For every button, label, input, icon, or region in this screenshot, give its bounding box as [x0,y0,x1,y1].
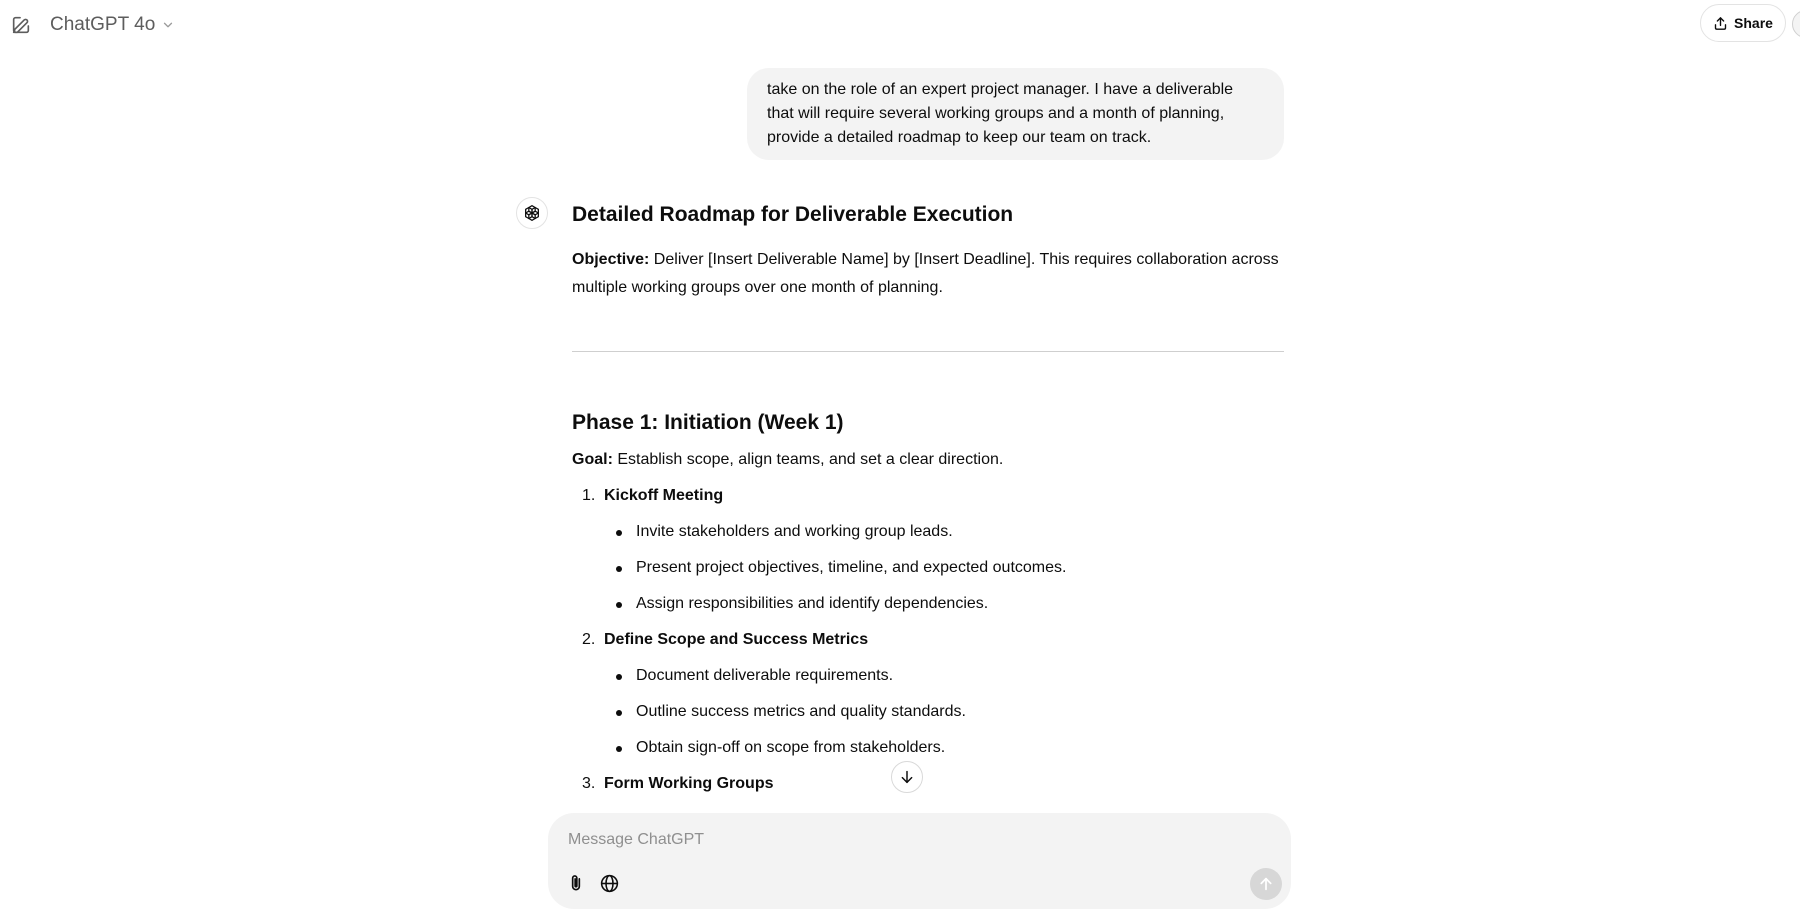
bullet-item: Assign responsibilities and identify dependencies. [604,590,1284,618]
share-button[interactable] [1700,4,1786,42]
bullet-list [604,518,1284,618]
user-message [747,68,1284,160]
objective-label: Objective: [572,251,650,268]
scroll-to-bottom-button[interactable] [891,761,923,793]
assistant-message [572,198,1284,834]
list-number: 3. [582,775,596,792]
phase-steps-list [572,482,1284,834]
user-message-text: take on the role of an expert project manager. I have a deliverable that will require several working groups and a month of planning, provide a detailed roadmap to keep our team on track. [767,81,1234,146]
bullet-item: Invite stakeholders and working group leads. [604,518,1284,546]
list-number: 1. [582,487,596,504]
chevron-down-icon [161,18,175,32]
response-title: Detailed Roadmap for Deliverable Execution [572,203,1014,226]
share-label: Share [1734,15,1773,31]
section-divider [572,351,1284,352]
assistant-avatar [516,197,548,229]
send-button[interactable] [1250,868,1282,900]
objective-text: Deliver [Insert Deliverable Name] by [Insert Deadline]. This requires collaboration across multiple working groups over one month of planning. [572,251,1279,296]
new-chat-button[interactable] [8,12,34,38]
arrow-down-icon [899,769,915,785]
share-icon [1713,16,1728,31]
step-title: Kickoff Meeting [604,487,724,504]
phase-heading: Phase 1: Initiation (Week 1) [572,411,844,434]
attach-button[interactable] [562,869,590,897]
list-item [572,626,1284,762]
web-search-button[interactable] [595,869,623,897]
bullet-item: Document deliverable requirements. [604,662,1284,690]
bullet-item: Obtain sign-off on scope from stakeholders. [604,734,1284,762]
goal-text: Establish scope, align teams, and set a clear direction. [612,451,1004,468]
bullet-item: Present project objectives, timeline, and expected outcomes. [604,554,1284,582]
paperclip-icon [566,873,586,893]
objective-paragraph [572,246,1284,302]
list-item [572,482,1284,618]
arrow-up-icon [1258,876,1274,892]
step-title: Define Scope and Success Metrics [604,631,869,648]
profile-avatar[interactable] [1792,10,1800,38]
globe-icon [599,873,620,894]
model-name: ChatGPT 4o [50,14,156,35]
goal-paragraph [572,446,1284,474]
bullet-list [604,662,1284,762]
message-input[interactable] [566,827,1250,853]
message-composer [548,813,1291,909]
goal-label: Goal: [572,451,613,468]
model-switcher[interactable] [50,10,175,40]
step-title: Form Working Groups [604,775,774,792]
openai-logo-icon [522,203,542,223]
bullet-item: Outline success metrics and quality standards. [604,698,1284,726]
list-number: 2. [582,631,596,648]
new-chat-icon [10,14,32,36]
